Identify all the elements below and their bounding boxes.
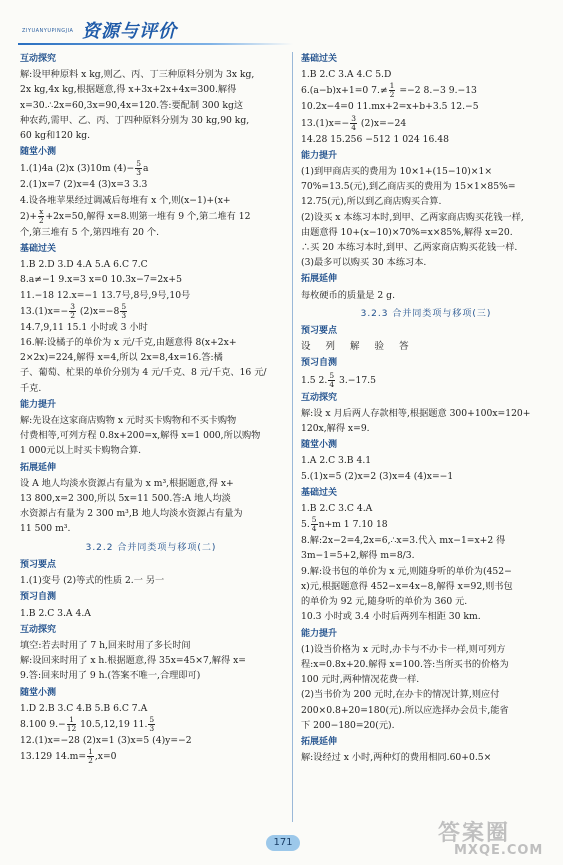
answer-line: 14.28 15.256 −512 1 024 16.48 (301, 133, 449, 145)
section-heading: 拓展延伸 (20, 462, 57, 473)
section-heading: 能力提升 (301, 150, 338, 161)
answer-line: 12.75(元),所以到乙商店购买合算. (301, 196, 442, 208)
header-rule (18, 43, 293, 45)
fraction-denominator: 2 (70, 310, 75, 320)
fraction-numerator: 5 (149, 715, 155, 724)
answer-line: 2.(1)x=7 (2)x=4 (3)x=3 3.3 (20, 179, 148, 191)
answer-line (301, 516, 551, 533)
answer-line: (2)当书价为 200 元时,在办卡的情况计算,则应付 (301, 689, 500, 701)
fraction-denominator: 4 (311, 524, 317, 534)
fraction-denominator: 3 (136, 168, 141, 178)
answer-line: (1)设当价格为 x 元时,办卡与不办卡一样,则可列方 (301, 643, 506, 655)
answer-line (20, 748, 282, 765)
text-segment: (2)x=−8 (76, 305, 120, 317)
text-segment: 1.5 2. (301, 374, 328, 386)
answer-line: ∴买 20 本练习本时,到甲、乙两家商店购买花钱一样. (301, 242, 518, 254)
answer-line: 4.设各堆苹果经过调减后每堆有 x 个,则(x−1)+(x+ (20, 194, 231, 206)
fraction-denominator: 4 (329, 379, 335, 389)
text-segment: 10.5,12,19 11. (77, 718, 148, 730)
subsection-title: 3.2.2 合并同类项与移项(二) (85, 542, 217, 553)
header-pinyin: ZIYUANYUPINGJIA (22, 28, 74, 34)
fraction (350, 115, 357, 132)
answer-line: 解:设经过 x 小时,两种灯的费用相同.60+0.5× (301, 752, 492, 764)
section-heading: 基础过关 (301, 54, 338, 64)
text-segment: n+m 1 7.10 18 (318, 519, 388, 531)
fraction (87, 748, 94, 765)
answer-line: 水资源占有量为 2 300 m³,B 地人均淡水资源占有量为 (20, 508, 243, 520)
answer-line: 3m−1=5+2,解得 m=8/3. (301, 550, 415, 562)
answer-line: 解:设甲种原料 x kg,则乙、丙、丁三种原料分别为 3x kg, (20, 69, 255, 81)
fraction (311, 516, 318, 533)
column-divider (292, 52, 293, 822)
fraction-denominator: 2 (389, 90, 395, 100)
answer-line: 200×0.8+20=180(元).所以应选择办会员卡,能省 (301, 704, 509, 716)
answer-line: 个,第三堆有 5 个,第四堆有 20 个. (20, 226, 160, 238)
answer-line: 1.B 2.D 3.D 4.A 5.A 6.C 7.C (20, 259, 148, 271)
section-heading: 预习要点 (20, 559, 57, 570)
section-heading: 拓展延伸 (301, 736, 338, 747)
text-segment: +2x=50,解得 x=8.则第一堆有 9 个,第二堆有 12 (45, 210, 251, 222)
text-segment: 13.(1)x=− (301, 117, 350, 129)
answer-line: 程:x=0.8x+20.解得 x=100.答:当所买书的价格为 (301, 658, 509, 670)
answer-line (20, 160, 282, 177)
fraction (120, 303, 127, 320)
fraction (148, 716, 155, 733)
fraction-numerator: 5 (121, 302, 127, 311)
section-heading: 能力提升 (301, 628, 338, 639)
answer-line: 8.a≠−1 9.x=3 x=0 10.3x−7=2x+5 (20, 274, 182, 286)
fraction (328, 372, 335, 389)
text-segment: (2)x=−24 (357, 117, 407, 129)
answer-line: 解:设 x 月后两人存款相等,根据题意 300+100x=120+ (301, 407, 531, 419)
answer-line (20, 208, 282, 225)
left-column (20, 50, 282, 765)
answer-line: 1.(1)变号 (2)等式的性质 2.一 另一 (20, 575, 165, 587)
page-number: 171 (266, 835, 300, 851)
answer-line (20, 716, 282, 733)
text-segment: 8.100 9.− (20, 718, 66, 730)
answer-line: 1.B 2.C 3.C 4.A (301, 503, 373, 515)
answer-line: 10.3 小时或 3.4 小时后两列车相距 30 km. (301, 611, 481, 623)
section-heading: 拓展延伸 (301, 274, 338, 285)
answer-line: 1.B 2.C 3.A 4.C 5.D (301, 69, 392, 81)
section-heading: 互动探究 (20, 54, 57, 64)
fraction-denominator: 2 (88, 756, 93, 766)
fraction-numerator: 5 (136, 160, 141, 169)
section-heading: 互动探究 (301, 392, 338, 403)
book-title: 资源与评价 (82, 21, 177, 42)
section-heading: 预习要点 (301, 326, 338, 337)
answer-line: 1.D 2.B 3.C 4.B 5.B 6.C 7.A (20, 702, 148, 714)
fraction-denominator: 4 (351, 122, 356, 132)
answer-line: (1)到甲商店买的费用为 10×1+(15−10)×1× (301, 166, 493, 178)
answer-line: x=30.∴2x=60,3x=90,4x=120.答:要配制 300 kg这 (20, 99, 244, 111)
fraction (67, 716, 77, 733)
fraction (38, 208, 44, 225)
section-heading: 随堂小测 (20, 147, 57, 158)
text-segment: 1.(1)4a (2)x (3)10m (4)− (20, 163, 135, 175)
text-segment: =−2 8.−3 9.−13 (396, 85, 477, 97)
fraction-numerator: 5 (311, 516, 317, 525)
answer-line: 子、葡萄、杧果的单价分别为 4 元/千克、8 元/千克、16 元/ (20, 367, 267, 379)
answer-line (20, 303, 282, 320)
fraction-numerator: 1 (389, 82, 395, 91)
text-segment: 13.(1)x=− (20, 305, 69, 317)
fraction-numerator: 3 (351, 114, 356, 123)
section-heading: 预习自测 (301, 358, 338, 369)
answer-line: 16.解:设橘子的单价为 x 元/千克,由题意得 8(x+2x+ (20, 337, 237, 349)
section-heading: 基础过关 (20, 244, 57, 255)
answer-line: 由题意得 10+(x−10)×70%=x×85%,解得 x=20. (301, 226, 513, 238)
fraction-numerator: x (39, 207, 44, 216)
answer-line: 1.B 2.C 3.A 4.A (20, 607, 91, 619)
answer-line: 下 200−180=20(元). (301, 719, 395, 731)
answer-line: 10.2x−4=0 11.mx+2=x+b+3.5 12.−5 (301, 101, 479, 113)
answer-line (301, 82, 551, 99)
answer-line: 种农药,需甲、乙、丙、丁四种原料分别为 30 kg,90 kg, (20, 114, 250, 126)
answer-line: 每枚硬币的质量是 2 g. (301, 289, 395, 301)
text-segment: 3.−17.5 (336, 374, 376, 386)
answer-line: 120x,解得 x=9. (301, 423, 370, 435)
text-segment: 5. (301, 519, 310, 531)
fraction-denominator: 3 (121, 310, 127, 320)
subsection-title: 3.2.3 合并同类项与移项(三) (360, 308, 492, 319)
fraction-numerator: 1 (88, 748, 93, 757)
answer-line: 5.(1)x=5 (2)x=2 (3)x=4 (4)x=−1 (301, 470, 454, 482)
text-segment: 13.129 14.m= (20, 751, 87, 763)
answer-line: 1.A 2.C 3.B 4.1 (301, 455, 372, 467)
answer-line: 的单价为 92 元,随身听的单价为 360 元. (301, 596, 468, 608)
fraction-numerator: 5 (329, 371, 335, 380)
answer-line: 设 列 解 验 答 (301, 341, 415, 353)
section-heading: 随堂小测 (301, 440, 338, 451)
text-segment: ,x=0 (94, 751, 117, 763)
page-header (18, 10, 298, 46)
answer-line: 100 元时,两种情况花费一样. (301, 674, 420, 686)
answer-line: (2)设买 x 本练习本时,到甲、乙两家商店购买花钱一样, (301, 211, 524, 223)
right-column (301, 50, 551, 765)
answer-line: 70%=13.5(元),到乙商店买的费用为 15×1×85%= (301, 181, 516, 193)
fraction-denominator: 12 (66, 723, 77, 733)
fraction (389, 82, 396, 99)
section-heading: 能力提升 (20, 399, 57, 410)
answer-line: 8.解:2x−2=4,2x=6,∴x=3.代入 mx−1=x+2 得 (301, 535, 506, 547)
answer-line: 设 A 地人均淡水资源占有量为 x m³,根据题意,得 x+ (20, 477, 234, 489)
answer-line: 11.−18 12.x=−1 13.7号,8号,9号,10号 (20, 289, 191, 301)
section-heading: 基础过关 (301, 487, 338, 498)
answer-line: 14.7,9,11 15.1 小时或 3 小时 (20, 321, 148, 333)
fraction (135, 160, 142, 177)
fraction-numerator: 1 (67, 716, 77, 725)
fraction-denominator: 3 (149, 723, 155, 733)
answer-line: 13 800,x=2 300,所以 5x=11 500.答:A 地人均淡 (20, 493, 231, 505)
section-heading: 互动探究 (20, 624, 57, 635)
section-heading: 预习自测 (20, 592, 57, 603)
text-segment: 2)+ (20, 210, 38, 222)
text-segment: 6.(a−b)x+1=0 7.≠ (301, 85, 388, 97)
text-segment: a (142, 163, 149, 175)
answer-line: 60 kg和120 kg. (20, 130, 91, 142)
answer-line: 1 000元以上时买卡购物合算. (20, 445, 142, 457)
answer-line: 付费相等,可列方程 0.8x+200=x,解得 x=1 000,所以购物 (20, 430, 261, 442)
answer-line: 解:先设在这家商店购物 x 元时买卡购物和不买卡购物 (20, 415, 237, 427)
answer-line: 解:设回来时用了 x h.根据题意,得 35x=45×7,解得 x= (20, 655, 246, 667)
answer-line (301, 372, 551, 389)
section-heading: 随堂小测 (20, 687, 57, 698)
watermark-logo (418, 816, 558, 862)
answer-line: 2×2x)=224,解得 x=4,所以 2x=8,4x=16.答:橘 (20, 352, 223, 364)
answer-line: 9.解:设书包的单价为 x 元,则随身听的单价为(452− (301, 565, 512, 577)
answer-line: 9.答:回来时用了 9 h.(答案不唯一,合理即可) (20, 670, 201, 682)
watermark-main: 答案圈 (438, 821, 511, 846)
fraction-denominator: 2 (38, 215, 44, 225)
answer-line (301, 115, 551, 132)
answer-line: 11 500 m³. (20, 523, 71, 535)
answer-line: 填空:若去时用了 7 h,回来时用了多长时间 (20, 639, 191, 651)
answer-line: 2x kg,4x kg,根据题意,得 x+3x+2x+4x=300.解得 (20, 84, 237, 96)
answer-line: 千克. (20, 382, 42, 394)
answer-line: (3)最多可以购买 30 本练习本. (301, 257, 427, 269)
answer-line: x)元,根据题意得 452−x=4x−8,解得 x=92,则书包 (301, 580, 513, 592)
answer-line: 12.(1)x=−28 (2)x=1 (3)x=5 (4)y=−2 (20, 734, 192, 746)
fraction-numerator: 3 (70, 302, 75, 311)
watermark-sub: MXQE.COM (454, 843, 544, 858)
fraction (69, 303, 76, 320)
